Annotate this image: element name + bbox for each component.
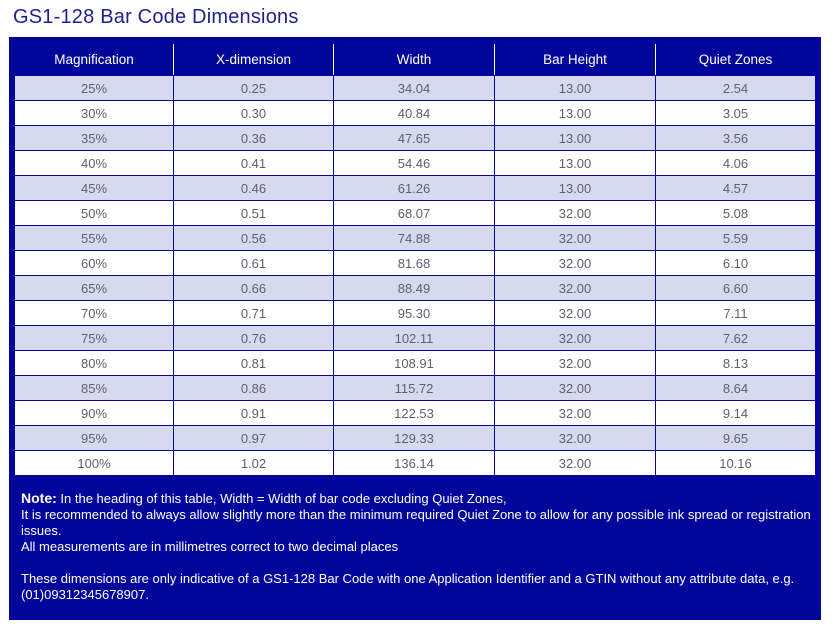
cell-quiet-zones: 8.64 <box>655 375 815 400</box>
cell-bar-height: 13.00 <box>494 175 655 200</box>
cell-bar-height: 13.00 <box>494 125 655 150</box>
cell-width: 54.46 <box>333 150 494 175</box>
cell-bar-height: 32.00 <box>494 275 655 300</box>
cell-width: 34.04 <box>333 75 494 100</box>
table-header-row <box>15 44 815 75</box>
cell-x-dimension: 0.97 <box>173 425 333 450</box>
table-row <box>15 350 815 375</box>
table-row <box>15 100 815 125</box>
header-width: Width <box>333 44 494 75</box>
cell-magnification: 60% <box>15 250 173 275</box>
cell-magnification: 25% <box>15 75 173 100</box>
note-line-4: These dimensions are only indicative of a GS1-128 Bar Code with one Application Identifier and a GTIN without any attribute data, e.g. (01)09312345678907. <box>21 571 795 602</box>
cell-magnification: 50% <box>15 200 173 225</box>
cell-quiet-zones: 6.60 <box>655 275 815 300</box>
table-row <box>15 450 815 475</box>
cell-width: 68.07 <box>333 200 494 225</box>
cell-x-dimension: 0.71 <box>173 300 333 325</box>
table-row <box>15 200 815 225</box>
cell-quiet-zones: 4.57 <box>655 175 815 200</box>
cell-magnification: 45% <box>15 175 173 200</box>
cell-magnification: 55% <box>15 225 173 250</box>
cell-quiet-zones: 5.59 <box>655 225 815 250</box>
table-row <box>15 150 815 175</box>
cell-quiet-zones: 7.11 <box>655 300 815 325</box>
cell-x-dimension: 0.30 <box>173 100 333 125</box>
cell-magnification: 100% <box>15 450 173 475</box>
cell-magnification: 70% <box>15 300 173 325</box>
cell-width: 122.53 <box>333 400 494 425</box>
cell-x-dimension: 1.02 <box>173 450 333 475</box>
cell-bar-height: 32.00 <box>494 450 655 475</box>
cell-quiet-zones: 3.05 <box>655 100 815 125</box>
table-row <box>15 225 815 250</box>
cell-magnification: 85% <box>15 375 173 400</box>
cell-width: 47.65 <box>333 125 494 150</box>
cell-bar-height: 13.00 <box>494 75 655 100</box>
cell-bar-height: 32.00 <box>494 325 655 350</box>
table-row <box>15 175 815 200</box>
table-row <box>15 250 815 275</box>
cell-x-dimension: 0.51 <box>173 200 333 225</box>
cell-width: 136.14 <box>333 450 494 475</box>
cell-magnification: 75% <box>15 325 173 350</box>
cell-magnification: 65% <box>15 275 173 300</box>
cell-bar-height: 32.00 <box>494 400 655 425</box>
cell-quiet-zones: 9.14 <box>655 400 815 425</box>
table-row <box>15 325 815 350</box>
cell-quiet-zones: 9.65 <box>655 425 815 450</box>
notes-section <box>21 490 811 603</box>
cell-bar-height: 32.00 <box>494 350 655 375</box>
note-line-3: All measurements are in millimetres correct to two decimal places <box>21 539 399 554</box>
cell-width: 129.33 <box>333 425 494 450</box>
cell-quiet-zones: 3.56 <box>655 125 815 150</box>
cell-magnification: 30% <box>15 100 173 125</box>
header-bar-height: Bar Height <box>494 44 655 75</box>
cell-bar-height: 13.00 <box>494 150 655 175</box>
cell-x-dimension: 0.56 <box>173 225 333 250</box>
cell-width: 40.84 <box>333 100 494 125</box>
header-quiet-zones: Quiet Zones <box>655 44 815 75</box>
cell-x-dimension: 0.36 <box>173 125 333 150</box>
cell-x-dimension: 0.66 <box>173 275 333 300</box>
cell-quiet-zones: 10.16 <box>655 450 815 475</box>
cell-magnification: 40% <box>15 150 173 175</box>
cell-quiet-zones: 8.13 <box>655 350 815 375</box>
page-title: GS1-128 Bar Code Dimensions <box>13 6 299 28</box>
cell-x-dimension: 0.25 <box>173 75 333 100</box>
cell-width: 108.91 <box>333 350 494 375</box>
cell-bar-height: 13.00 <box>494 100 655 125</box>
cell-bar-height: 32.00 <box>494 250 655 275</box>
cell-width: 61.26 <box>333 175 494 200</box>
cell-magnification: 35% <box>15 125 173 150</box>
cell-bar-height: 32.00 <box>494 425 655 450</box>
note-line-2: It is recommended to always allow slightly more than the minimum required Quiet Zone to allow for any possible ink spread or registration issues. <box>21 507 811 538</box>
cell-x-dimension: 0.61 <box>173 250 333 275</box>
cell-quiet-zones: 5.08 <box>655 200 815 225</box>
table-row <box>15 275 815 300</box>
cell-x-dimension: 0.76 <box>173 325 333 350</box>
cell-width: 74.88 <box>333 225 494 250</box>
cell-width: 95.30 <box>333 300 494 325</box>
cell-quiet-zones: 4.06 <box>655 150 815 175</box>
note-text-1: In the heading of this table, Width = Width of bar code excluding Quiet Zones, <box>56 491 507 506</box>
cell-width: 81.68 <box>333 250 494 275</box>
notes-spacer <box>21 555 811 571</box>
table-row <box>15 300 815 325</box>
table-row <box>15 375 815 400</box>
header-magnification: Magnification <box>54 52 134 67</box>
cell-x-dimension: 0.81 <box>173 350 333 375</box>
cell-x-dimension: 0.41 <box>173 150 333 175</box>
cell-magnification: 80% <box>15 350 173 375</box>
table-row <box>15 75 815 100</box>
cell-magnification: 95% <box>15 425 173 450</box>
note-line-1 <box>21 490 811 507</box>
cell-quiet-zones: 2.54 <box>655 75 815 100</box>
cell-x-dimension: 0.46 <box>173 175 333 200</box>
cell-bar-height: 32.00 <box>494 375 655 400</box>
header-x-dimension: X-dimension <box>173 44 333 75</box>
cell-x-dimension: 0.91 <box>173 400 333 425</box>
cell-quiet-zones: 6.10 <box>655 250 815 275</box>
cell-width: 102.11 <box>333 325 494 350</box>
cell-magnification: 90% <box>15 400 173 425</box>
dimensions-panel <box>9 37 821 620</box>
dimensions-table <box>15 44 815 475</box>
table-row <box>15 425 815 450</box>
cell-width: 88.49 <box>333 275 494 300</box>
cell-bar-height: 32.00 <box>494 225 655 250</box>
cell-bar-height: 32.00 <box>494 200 655 225</box>
cell-width: 115.72 <box>333 375 494 400</box>
cell-quiet-zones: 7.62 <box>655 325 815 350</box>
table-row <box>15 125 815 150</box>
note-label: Note: <box>21 490 57 506</box>
cell-bar-height: 32.00 <box>494 300 655 325</box>
cell-x-dimension: 0.86 <box>173 375 333 400</box>
table-row <box>15 400 815 425</box>
